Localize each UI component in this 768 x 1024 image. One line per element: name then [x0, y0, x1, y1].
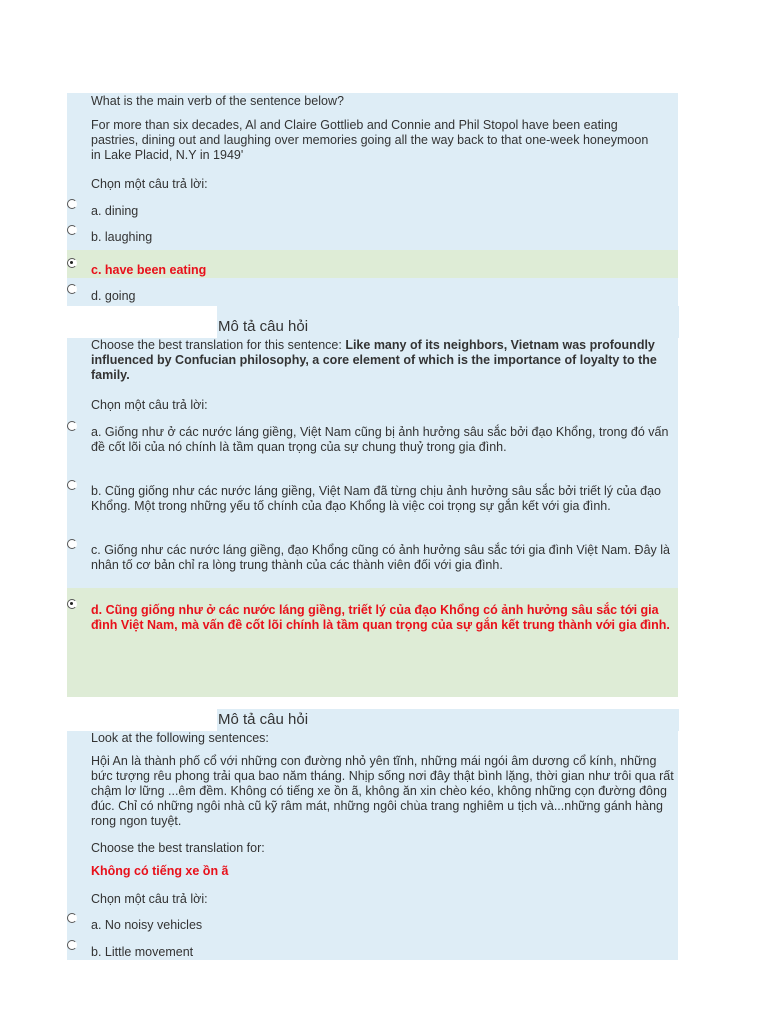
option-label: d. going: [91, 289, 136, 303]
q2-option-a[interactable]: [67, 418, 678, 460]
question-2-choose-label: Chọn một câu trả lời:: [91, 398, 208, 412]
q1-option-a[interactable]: [67, 196, 678, 222]
radio-icon[interactable]: [67, 225, 77, 235]
q2-option-b[interactable]: [67, 477, 678, 519]
q2-option-c[interactable]: [67, 536, 678, 578]
question-1-choose-label: Chọn một câu trả lời:: [91, 177, 208, 191]
option-label: b. Little movement: [91, 945, 194, 959]
q3-option-b[interactable]: [67, 937, 678, 963]
q2-option-d[interactable]: [67, 596, 678, 656]
q3-option-a[interactable]: [67, 910, 678, 936]
q1-option-c[interactable]: [67, 255, 678, 281]
q1-option-b[interactable]: [67, 222, 678, 248]
question-2-prompt: [91, 338, 678, 383]
radio-icon[interactable]: [67, 940, 77, 950]
question-3-instruction: Choose the best translation for:: [91, 841, 265, 855]
option-label: b. Cũng giống như các nước láng giềng, Việt Nam đã từng chịu ảnh hưởng sâu sắc bởi triết lý của đạo Khổng. Một trong những yếu tố chính của đạo Khổng là việc coi trọng sự gắn kết với gia đình.: [91, 484, 661, 513]
radio-selected-icon[interactable]: [67, 599, 77, 609]
radio-icon[interactable]: [67, 913, 77, 923]
question-1-sentence: For more than six decades, Al and Claire Gottlieb and Connie and Phil Stopol have been eating pastries, dining out and laughing over memories going all the way back to that one-week honeymoon in Lake Placid, N.Y in 1949': [91, 118, 649, 162]
question-3-passage: Hội An là thành phố cổ với những con đường nhỏ yên tĩnh, những mái ngói âm dương cổ kính, những bức tượng rêu phong trải qua bao năm tháng. Nhịp sống nơi đây thật bình lặng, thời gian như trôi qua rất chậm lơ lững ...êm đềm. Không có tiếng xe ồn ã, không ăn xin chèo kéo, không những cọn đường đông đúc. Chỉ có những ngôi nhà cũ kỹ râm mát, những ngôi chùa trang nghiêm u tịch và...những gánh hàng rong ngon tuyệt.: [91, 754, 674, 828]
option-label-correct: d. Cũng giống như ở các nước láng giềng, triết lý của đạo Khổng có ảnh hưởng sâu sắc tới gia đình Việt Nam, mà vấn đề cốt lõi chính là tầm quan trọng của sự gắn kết trung thành với gia đình.: [91, 603, 670, 632]
radio-selected-icon[interactable]: [67, 258, 77, 268]
option-label: c. Giống như các nước láng giềng, đạo Khổng cũng có ảnh hưởng sâu sắc tới gia đình Việt Nam. Đây là nhân tố cơ bản chỉ ra lòng trung thành của các thành viên đối với gia đình.: [91, 543, 670, 572]
question-2-prompt-intro: Choose the best translation for this sentence:: [91, 338, 346, 352]
question-3-prompt: Look at the following sentences:: [91, 731, 269, 745]
option-label: a. No noisy vehicles: [91, 918, 203, 932]
radio-icon[interactable]: [67, 480, 77, 490]
q1-option-d[interactable]: [67, 281, 678, 307]
radio-icon[interactable]: [67, 284, 77, 294]
option-label: b. laughing: [91, 230, 153, 244]
question-3-choose-label: Chọn một câu trả lời:: [91, 892, 208, 906]
question-2-header: Mô tả câu hỏi: [217, 306, 679, 338]
option-label: a. dining: [91, 204, 139, 218]
question-1-prompt: What is the main verb of the sentence below?: [91, 94, 344, 108]
question-3-header: Mô tả câu hỏi: [217, 709, 679, 731]
radio-icon[interactable]: [67, 199, 77, 209]
option-label: a. Giống như ở các nước láng giềng, Việt Nam cũng bị ảnh hưởng sâu sắc bởi đạo Khổng, trong đó vấn đề cốt lõi của nó chính là tầm quan trọng của sự chung thuỷ trong gia đình.: [91, 425, 669, 454]
option-label-correct: c. have been eating: [91, 263, 207, 277]
radio-icon[interactable]: [67, 539, 77, 549]
question-3-phrase: Không có tiếng xe ồn ã: [91, 864, 229, 878]
question-2-prompt-sentence: Like many of its neighbors, Vietnam was profoundly influenced by Confucian philosophy, a core element of which is the importance of loyalty to the family.: [91, 338, 657, 382]
radio-icon[interactable]: [67, 421, 77, 431]
